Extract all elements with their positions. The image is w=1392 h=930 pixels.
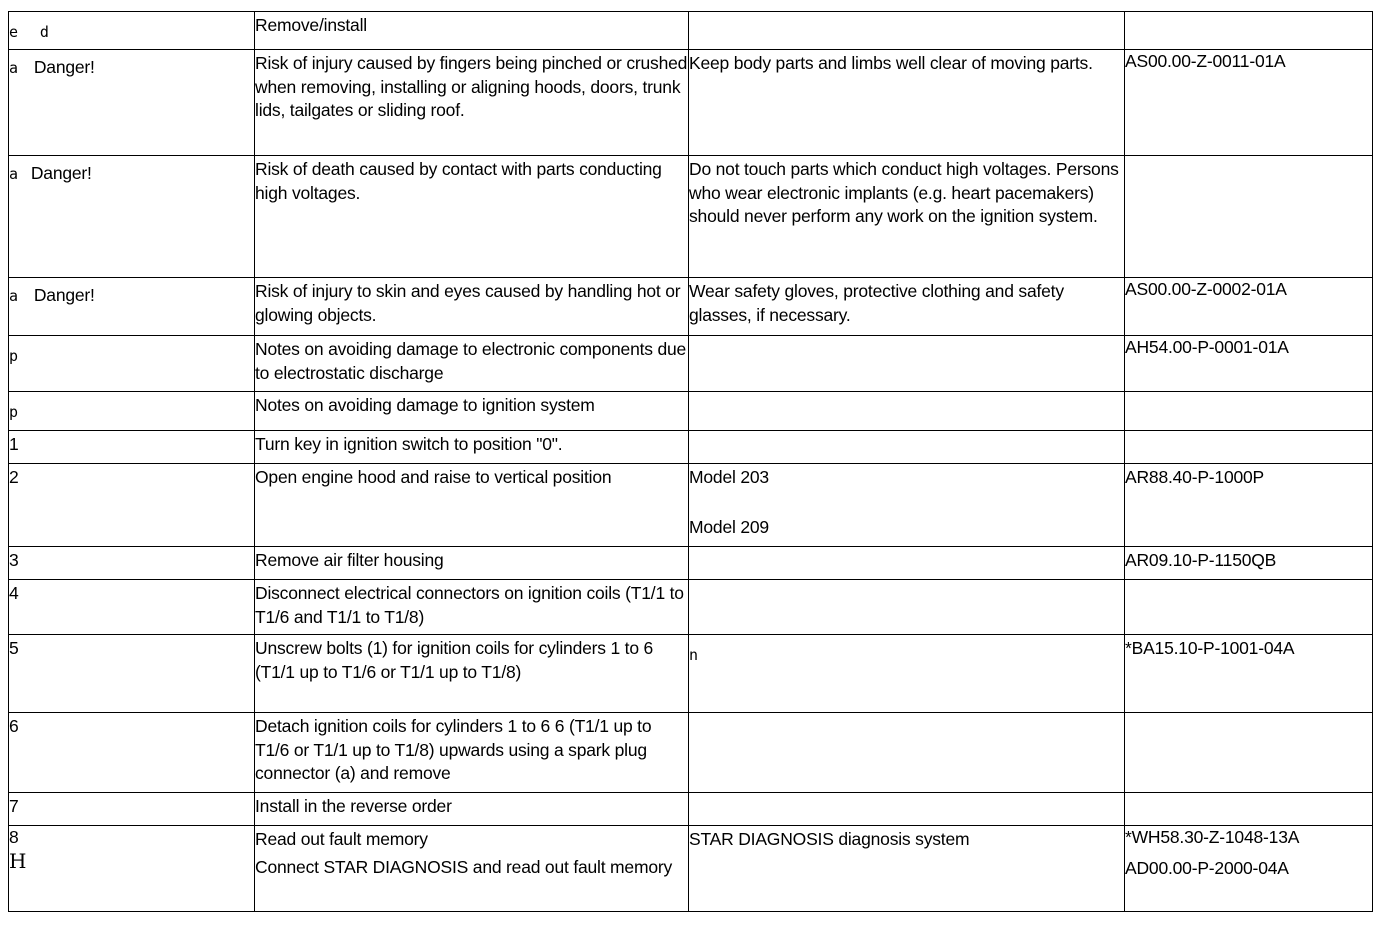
step-cell <box>9 156 255 278</box>
step-number: 6 <box>9 716 19 736</box>
danger-label: Danger! <box>33 57 95 77</box>
table-row <box>9 50 1373 156</box>
note-symbol-icon: p <box>9 347 18 365</box>
reference-cell <box>1125 50 1373 156</box>
document-reference-link[interactable]: AR88.40-P-1000P <box>1125 467 1265 487</box>
note-cell <box>689 635 1125 713</box>
action-cell <box>255 826 689 912</box>
table-row <box>9 431 1373 464</box>
table-row <box>9 635 1373 713</box>
model-209-link[interactable]: Model 209 <box>689 516 769 537</box>
step-cell <box>9 635 255 713</box>
document-reference-link[interactable]: AS00.00-Z-0002-01A <box>1125 279 1287 299</box>
danger-label: Danger! <box>30 163 92 183</box>
note-cell <box>689 278 1125 336</box>
star-diagnosis-link[interactable]: STAR DIAGNOSIS diagnosis system <box>689 829 970 849</box>
action-cell <box>255 580 689 635</box>
reference-cell <box>1125 580 1373 635</box>
step-cell <box>9 793 255 826</box>
action-cell <box>255 431 689 464</box>
procedure-table <box>8 11 1373 912</box>
tightening-torque-icon[interactable]: n <box>689 646 698 664</box>
note-text: Wear safety gloves, protective clothing and safety glasses, if necessary. <box>689 281 1064 325</box>
action-cell <box>255 336 689 392</box>
step-number: 3 <box>9 550 19 570</box>
table-row <box>9 392 1373 431</box>
table-row <box>9 793 1373 826</box>
note-cell <box>689 431 1125 464</box>
reference-cell <box>1125 12 1373 50</box>
note-text: Do not touch parts which conduct high voltages. Persons who wear electronic implants (e.g. heart pacemakers) should never perform any work on the ignition system. <box>689 159 1119 226</box>
action-text: Risk of injury caused by fingers being pinched or crushed when removing, installing or aligning hoods, doors, trunk lids, tailgates or sliding roof. <box>255 53 688 120</box>
action-text-2: Connect STAR DIAGNOSIS and read out fault memory <box>255 856 673 877</box>
note-text: Keep body parts and limbs well clear of moving parts. <box>689 53 1093 73</box>
table-row <box>9 713 1373 793</box>
document-reference-link[interactable]: AR09.10-P-1150QB <box>1125 550 1277 570</box>
step-cell <box>9 547 255 580</box>
danger-symbol-icon: a <box>9 59 18 77</box>
step-number: 2 <box>9 467 19 487</box>
table-row <box>9 464 1373 547</box>
action-text: Notes on avoiding damage to electronic components due to electrostatic discharge <box>255 339 687 383</box>
action-text: Open engine hood and raise to vertical position <box>255 467 612 487</box>
note-cell <box>689 793 1125 826</box>
action-text: Remove/install <box>255 15 367 35</box>
note-cell <box>689 580 1125 635</box>
note-symbol-icon: p <box>9 403 18 421</box>
step-cell <box>9 278 255 336</box>
step-number: 1 <box>9 434 19 454</box>
action-cell <box>255 464 689 547</box>
danger-symbol-icon: a <box>9 165 18 183</box>
remove-install-symbol-icon: e <box>9 23 18 41</box>
action-cell <box>255 392 689 431</box>
reference-cell <box>1125 547 1373 580</box>
action-text: Install in the reverse order <box>255 796 452 816</box>
table-row <box>9 156 1373 278</box>
step-cell <box>9 336 255 392</box>
action-cell <box>255 12 689 50</box>
step-number: 8 <box>9 827 19 847</box>
action-cell <box>255 50 689 156</box>
table-row <box>9 12 1373 50</box>
document-reference-link[interactable]: AS00.00-Z-0011-01A <box>1125 51 1286 71</box>
reference-cell <box>1125 464 1373 547</box>
action-text: Unscrew bolts (1) for ignition coils for cylinders 1 to 6 (T1/1 up to T1/6 or T1/1 up to T1/8) <box>255 638 654 682</box>
step-cell <box>9 464 255 547</box>
action-text: Detach ignition coils for cylinders 1 to 6 6 (T1/1 up to T1/6 or T1/1 up to T1/8) upwards using a spark plug connector (a) and remove <box>255 716 652 783</box>
step-cell <box>9 826 255 912</box>
table-row <box>9 278 1373 336</box>
table-row <box>9 826 1373 912</box>
note-cell <box>689 50 1125 156</box>
step-number: 5 <box>9 638 19 658</box>
reference-cell <box>1125 826 1373 912</box>
document-reference-link[interactable]: *WH58.30-Z-1048-13A <box>1125 827 1300 847</box>
step-cell <box>9 392 255 431</box>
action-text: Disconnect electrical connectors on ignition coils (T1/1 to T1/6 and T1/1 to T1/8) <box>255 583 684 627</box>
model-203-link[interactable]: Model 203 <box>689 467 769 487</box>
step-cell <box>9 580 255 635</box>
hint-symbol-icon: H <box>9 848 27 873</box>
table-row <box>9 547 1373 580</box>
step-number: 7 <box>9 796 19 816</box>
reference-cell <box>1125 713 1373 793</box>
reference-cell <box>1125 336 1373 392</box>
action-cell <box>255 793 689 826</box>
action-cell <box>255 635 689 713</box>
note-cell <box>689 392 1125 431</box>
note-cell <box>689 156 1125 278</box>
table-row <box>9 580 1373 635</box>
danger-label: Danger! <box>33 285 95 305</box>
remove-install-symbol-icon-2: d <box>39 23 49 41</box>
reference-cell <box>1125 278 1373 336</box>
danger-symbol-icon: a <box>9 287 18 305</box>
action-text: Turn key in ignition switch to position "0". <box>255 434 563 454</box>
action-cell <box>255 278 689 336</box>
reference-cell <box>1125 156 1373 278</box>
action-text: Risk of death caused by contact with parts conducting high voltages. <box>255 159 662 203</box>
note-cell <box>689 12 1125 50</box>
reference-cell <box>1125 431 1373 464</box>
document-reference-link[interactable]: AH54.00-P-0001-01A <box>1125 337 1289 357</box>
action-text: Risk of injury to skin and eyes caused by handling hot or glowing objects. <box>255 281 681 325</box>
document-reference-link[interactable]: *BA15.10-P-1001-04A <box>1125 638 1295 658</box>
action-cell <box>255 713 689 793</box>
reference-cell <box>1125 793 1373 826</box>
step-cell <box>9 50 255 156</box>
note-cell <box>689 547 1125 580</box>
action-text: Notes on avoiding damage to ignition system <box>255 395 595 415</box>
document-reference-link-2[interactable]: AD00.00-P-2000-04A <box>1125 857 1289 878</box>
table-row <box>9 336 1373 392</box>
action-cell <box>255 156 689 278</box>
step-cell <box>9 12 255 50</box>
step-cell <box>9 713 255 793</box>
action-text: Remove air filter housing <box>255 550 444 570</box>
note-cell <box>689 336 1125 392</box>
step-number: 4 <box>9 583 19 603</box>
step-cell <box>9 431 255 464</box>
note-cell <box>689 464 1125 547</box>
reference-cell <box>1125 635 1373 713</box>
action-text: Read out fault memory <box>255 829 428 849</box>
action-cell <box>255 547 689 580</box>
reference-cell <box>1125 392 1373 431</box>
note-cell <box>689 826 1125 912</box>
note-cell <box>689 713 1125 793</box>
